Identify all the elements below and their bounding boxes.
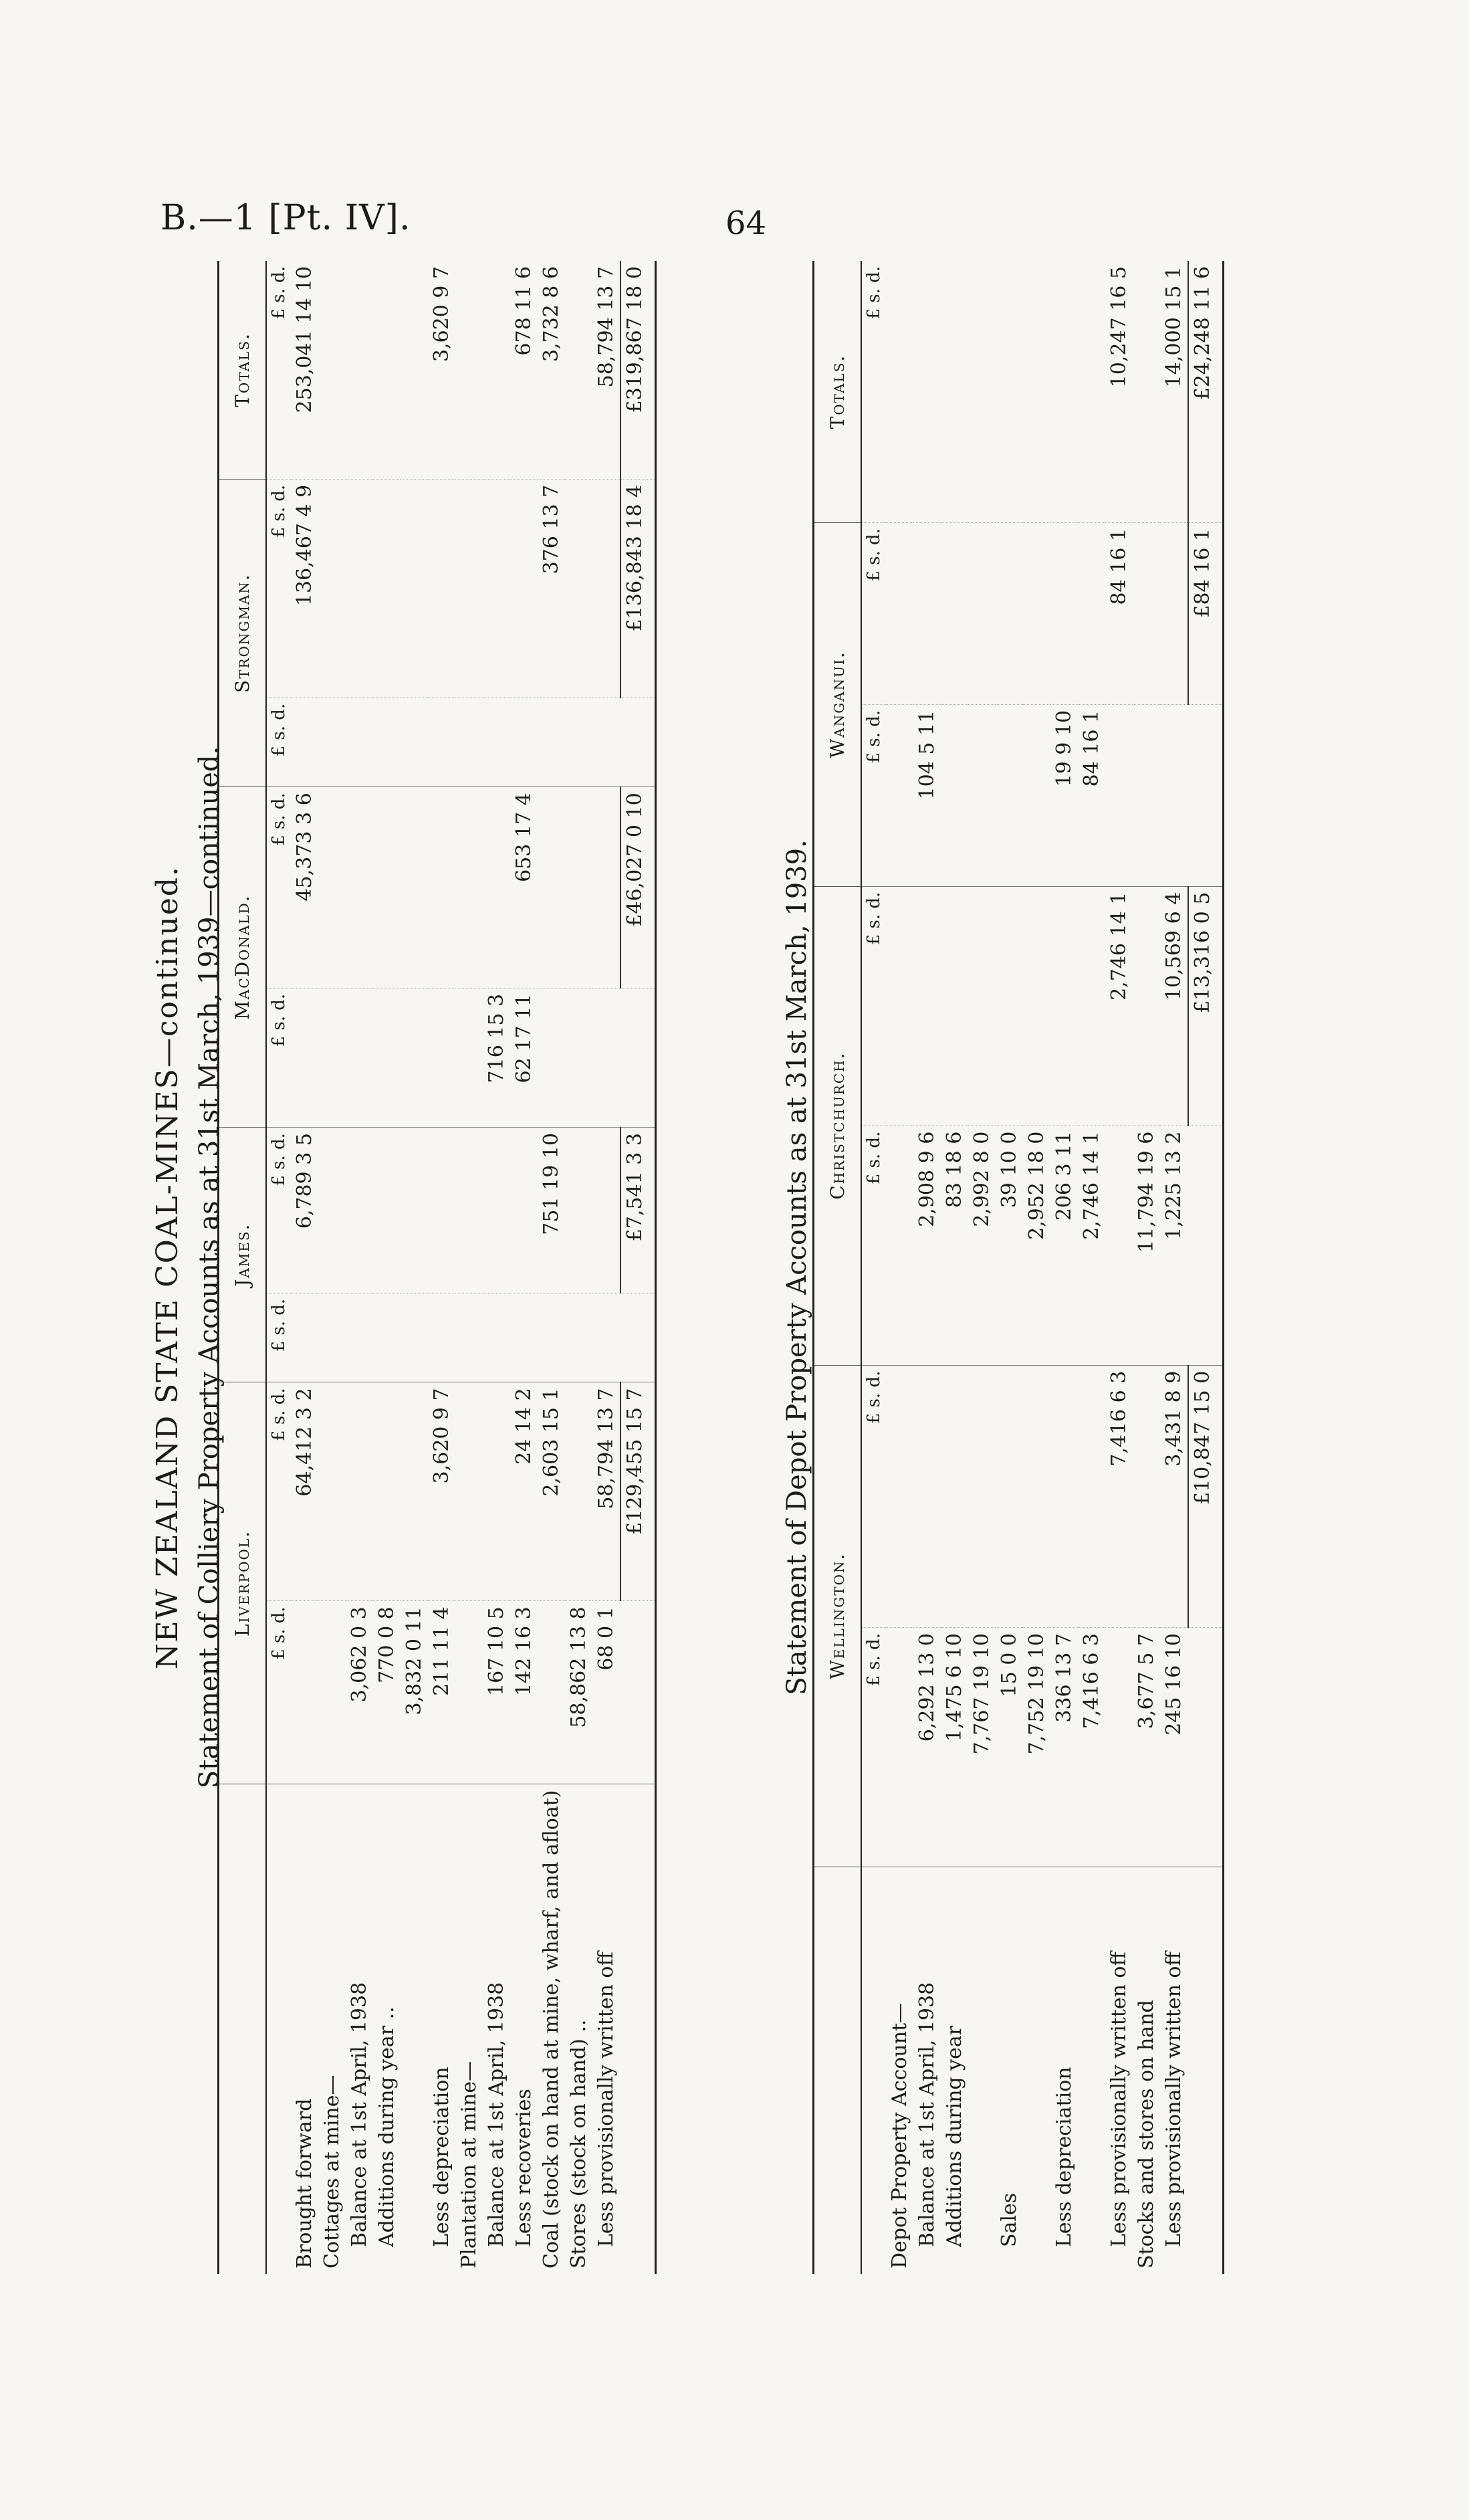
row-label: Additions during year bbox=[943, 2025, 966, 2247]
units-cell: £ s. d. bbox=[861, 704, 886, 886]
amount-cell: 1,475 6 10 bbox=[941, 1628, 968, 1867]
amount-cell bbox=[455, 988, 483, 1127]
amount-cell: 7,767 19 10 bbox=[968, 1628, 996, 1867]
amount-cell bbox=[428, 479, 455, 698]
amount-cell bbox=[483, 1128, 510, 1293]
amount-cell: 167 10 5 bbox=[483, 1601, 510, 1784]
amount-cell: £136,843 18 4 bbox=[620, 479, 656, 698]
amount-cell bbox=[401, 479, 428, 698]
units-cell: £ s. d. bbox=[266, 261, 291, 479]
amount-cell bbox=[1023, 886, 1050, 1126]
amount-cell: 7,416 6 3 bbox=[1078, 1628, 1105, 1867]
table-row bbox=[565, 261, 592, 2274]
amount-cell bbox=[373, 1293, 401, 1382]
amount-cell bbox=[592, 479, 620, 698]
amount-cell: 376 13 7 bbox=[538, 479, 565, 698]
colliery-header-macdonald: MacDonald. bbox=[219, 787, 267, 1128]
amount-cell bbox=[538, 988, 565, 1127]
amount-cell bbox=[428, 698, 455, 787]
amount-cell: 142 16 3 bbox=[510, 1601, 538, 1784]
row-label bbox=[1078, 1867, 1105, 2275]
amount-cell bbox=[1133, 1365, 1160, 1627]
depot-header-wellington: Wellington. bbox=[814, 1365, 862, 1867]
units-cell: £ s. d. bbox=[266, 988, 291, 1127]
amount-cell bbox=[941, 261, 968, 523]
table-row bbox=[373, 261, 401, 2274]
amount-cell: 83 18 6 bbox=[941, 1126, 968, 1365]
amount-cell bbox=[1050, 523, 1078, 705]
amount-cell: 2,908 9 6 bbox=[913, 1126, 941, 1365]
amount-cell bbox=[1133, 523, 1160, 705]
amount-cell bbox=[401, 698, 428, 787]
amount-cell bbox=[996, 523, 1023, 705]
amount-cell: 6,789 3 5 bbox=[291, 1128, 318, 1293]
amount-cell bbox=[373, 1382, 401, 1601]
amount-cell bbox=[291, 1293, 318, 1382]
amount-cell: 2,952 18 0 bbox=[1023, 1126, 1050, 1365]
units-cell: £ s. d. bbox=[266, 479, 291, 698]
amount-cell bbox=[1160, 523, 1188, 705]
amount-cell: 336 13 7 bbox=[1050, 1628, 1078, 1867]
amount-cell bbox=[1105, 704, 1133, 886]
depot-units-row bbox=[861, 261, 886, 2274]
amount-cell bbox=[291, 988, 318, 1127]
amount-cell: 6,292 13 0 bbox=[913, 1628, 941, 1867]
amount-cell: 58,794 13 7 bbox=[592, 261, 620, 479]
amount-cell bbox=[565, 479, 592, 698]
amount-cell: £10,847 15 0 bbox=[1188, 1365, 1224, 1627]
amount-cell bbox=[913, 261, 941, 523]
amount-cell bbox=[886, 261, 913, 523]
amount-cell bbox=[373, 261, 401, 479]
amount-cell bbox=[401, 787, 428, 988]
table-row bbox=[996, 261, 1023, 2274]
amount-cell bbox=[565, 261, 592, 479]
amount-cell bbox=[620, 698, 656, 787]
amount-cell: 3,832 0 11 bbox=[401, 1601, 428, 1784]
amount-cell: 2,746 14 1 bbox=[1078, 1126, 1105, 1365]
colliery-statement bbox=[144, 261, 732, 2274]
amount-cell: £13,316 0 5 bbox=[1188, 886, 1224, 1126]
table-row bbox=[510, 261, 538, 2274]
amount-cell: 58,794 13 7 bbox=[592, 1382, 620, 1601]
depot-header-christchurch: Christchurch. bbox=[814, 886, 862, 1365]
table-row bbox=[968, 261, 996, 2274]
row-label: Cottages at mine— bbox=[320, 2075, 344, 2269]
table-row bbox=[1078, 261, 1105, 2274]
table-row bbox=[455, 261, 483, 2274]
table-row bbox=[401, 261, 428, 2274]
row-label: Less provisionally written off bbox=[1107, 1952, 1131, 2247]
amount-cell bbox=[913, 886, 941, 1126]
amount-cell bbox=[592, 988, 620, 1127]
amount-cell: 3,677 5 7 bbox=[1133, 1628, 1160, 1867]
amount-cell bbox=[620, 1293, 656, 1382]
units-cell: £ s. d. bbox=[266, 1382, 291, 1601]
amount-cell bbox=[968, 523, 996, 705]
row-label: Balance at 1st April, 1938 bbox=[485, 1982, 508, 2247]
amount-cell: £24,248 11 6 bbox=[1188, 261, 1224, 523]
amount-cell bbox=[1023, 1365, 1050, 1627]
amount-cell bbox=[346, 787, 373, 988]
amount-cell: 45,373 3 6 bbox=[291, 787, 318, 988]
table-row bbox=[291, 261, 318, 2274]
amount-cell bbox=[401, 1382, 428, 1601]
amount-cell bbox=[428, 787, 455, 988]
table-row bbox=[538, 261, 565, 2274]
amount-cell bbox=[565, 1128, 592, 1293]
amount-cell bbox=[291, 1601, 318, 1784]
amount-cell: 2,992 8 0 bbox=[968, 1126, 996, 1365]
amount-cell bbox=[968, 261, 996, 523]
amount-cell bbox=[886, 1126, 913, 1365]
units-cell: £ s. d. bbox=[861, 1365, 886, 1627]
amount-cell bbox=[510, 1293, 538, 1382]
amount-cell bbox=[538, 1601, 565, 1784]
amount-cell bbox=[318, 1128, 346, 1293]
amount-cell bbox=[941, 704, 968, 886]
amount-cell bbox=[373, 787, 401, 988]
amount-cell bbox=[510, 698, 538, 787]
amount-cell: 68 0 1 bbox=[592, 1601, 620, 1784]
amount-cell bbox=[620, 988, 656, 1127]
amount-cell bbox=[373, 988, 401, 1127]
amount-cell: 716 15 3 bbox=[483, 988, 510, 1127]
units-cell: £ s. d. bbox=[266, 698, 291, 787]
page-number: 64 bbox=[725, 205, 767, 242]
amount-cell bbox=[538, 698, 565, 787]
amount-cell: 84 16 1 bbox=[1105, 523, 1133, 705]
amount-cell: 3,431 8 9 bbox=[1160, 1365, 1188, 1627]
amount-cell bbox=[401, 261, 428, 479]
amount-cell: 211 11 4 bbox=[428, 1601, 455, 1784]
table-row bbox=[1023, 261, 1050, 2274]
amount-cell bbox=[483, 787, 510, 988]
amount-cell bbox=[941, 523, 968, 705]
amount-cell bbox=[510, 1128, 538, 1293]
amount-cell bbox=[968, 704, 996, 886]
depot-header-label bbox=[814, 1867, 862, 2275]
amount-cell bbox=[592, 1293, 620, 1382]
row-label bbox=[968, 1867, 996, 2275]
amount-cell bbox=[373, 698, 401, 787]
row-label: Depot Property Account— bbox=[888, 2002, 911, 2269]
amount-cell bbox=[318, 261, 346, 479]
amount-cell: 136,467 4 9 bbox=[291, 479, 318, 698]
units-cell bbox=[266, 1784, 291, 2274]
row-label: Balance at 1st April, 1938 bbox=[915, 1982, 939, 2247]
amount-cell bbox=[941, 1365, 968, 1627]
table-row bbox=[428, 261, 455, 2274]
colliery-header-totals: Totals. bbox=[219, 261, 267, 479]
amount-cell bbox=[428, 988, 455, 1127]
amount-cell bbox=[318, 1601, 346, 1784]
amount-cell bbox=[428, 1293, 455, 1382]
row-label: Plantation at mine— bbox=[457, 2061, 481, 2269]
amount-cell bbox=[620, 1601, 656, 1784]
amount-cell bbox=[565, 988, 592, 1127]
amount-cell bbox=[455, 698, 483, 787]
table-row bbox=[620, 261, 656, 2274]
amount-cell bbox=[1023, 523, 1050, 705]
amount-cell bbox=[428, 1128, 455, 1293]
row-label: Less recoveries bbox=[512, 2089, 536, 2247]
amount-cell bbox=[1133, 261, 1160, 523]
colliery-subtitle: Statement of Colliery Property Accounts as at 31st March, 1939—continued. bbox=[194, 746, 225, 1789]
table-row bbox=[483, 261, 510, 2274]
colliery-main-title: NEW ZEALAND STATE COAL-MINES—continued. bbox=[150, 865, 185, 1669]
amount-cell bbox=[455, 1382, 483, 1601]
amount-cell bbox=[455, 479, 483, 698]
depot-header-wanganui: Wanganui. bbox=[814, 523, 862, 887]
table-row bbox=[886, 261, 913, 2274]
colliery-header-james: James. bbox=[219, 1128, 267, 1382]
table-row bbox=[318, 261, 346, 2274]
amount-cell: £129,455 15 7 bbox=[620, 1382, 656, 1601]
amount-cell: 24 14 2 bbox=[510, 1382, 538, 1601]
amount-cell: 3,732 8 6 bbox=[538, 261, 565, 479]
depot-title: Statement of Depot Property Accounts as at 31st March, 1939. bbox=[782, 839, 812, 1695]
amount-cell bbox=[318, 988, 346, 1127]
amount-cell bbox=[913, 1365, 941, 1627]
amount-cell: 2,603 15 1 bbox=[538, 1382, 565, 1601]
amount-cell bbox=[538, 787, 565, 988]
amount-cell bbox=[318, 479, 346, 698]
amount-cell: 678 11 6 bbox=[510, 261, 538, 479]
amount-cell: 10,569 6 4 bbox=[1160, 886, 1188, 1126]
units-cell: £ s. d. bbox=[861, 1126, 886, 1365]
amount-cell: 653 17 4 bbox=[510, 787, 538, 988]
colliery-table bbox=[217, 261, 657, 2274]
depot-body bbox=[861, 261, 1224, 2274]
units-cell: £ s. d. bbox=[266, 1128, 291, 1293]
amount-cell: 3,620 9 7 bbox=[428, 1382, 455, 1601]
amount-cell bbox=[996, 886, 1023, 1126]
amount-cell bbox=[346, 698, 373, 787]
amount-cell bbox=[996, 1365, 1023, 1627]
amount-cell bbox=[1105, 1126, 1133, 1365]
table-row bbox=[1160, 261, 1188, 2274]
amount-cell: 7,752 19 10 bbox=[1023, 1628, 1050, 1867]
amount-cell: 14,000 15 1 bbox=[1160, 261, 1188, 523]
page-header-left: B.—1 [Pt. IV]. bbox=[160, 198, 411, 238]
amount-cell bbox=[565, 698, 592, 787]
amount-cell bbox=[592, 698, 620, 787]
row-label bbox=[1023, 1867, 1050, 2275]
amount-cell bbox=[346, 479, 373, 698]
amount-cell bbox=[318, 787, 346, 988]
amount-cell bbox=[538, 1293, 565, 1382]
amount-cell: £7,541 3 3 bbox=[620, 1128, 656, 1293]
amount-cell bbox=[1023, 261, 1050, 523]
amount-cell: 84 16 1 bbox=[1078, 704, 1105, 886]
amount-cell bbox=[886, 1628, 913, 1867]
table-row bbox=[1105, 261, 1133, 2274]
amount-cell bbox=[318, 1382, 346, 1601]
amount-cell: 39 10 0 bbox=[996, 1126, 1023, 1365]
amount-cell: 206 3 11 bbox=[1050, 1126, 1078, 1365]
units-cell: £ s. d. bbox=[861, 886, 886, 1126]
table-row bbox=[1133, 261, 1160, 2274]
amount-cell bbox=[886, 704, 913, 886]
amount-cell: 64,412 3 2 bbox=[291, 1382, 318, 1601]
row-label: Sales bbox=[998, 2192, 1021, 2247]
amount-cell bbox=[565, 787, 592, 988]
depot-table bbox=[812, 261, 1224, 2274]
amount-cell bbox=[968, 1365, 996, 1627]
colliery-body bbox=[266, 261, 656, 2274]
amount-cell: 7,416 6 3 bbox=[1105, 1365, 1133, 1627]
units-cell: £ s. d. bbox=[266, 1293, 291, 1382]
amount-cell bbox=[1050, 886, 1078, 1126]
amount-cell: 2,746 14 1 bbox=[1105, 886, 1133, 1126]
amount-cell: 770 0 8 bbox=[373, 1601, 401, 1784]
amount-cell bbox=[291, 698, 318, 787]
amount-cell bbox=[373, 479, 401, 698]
amount-cell bbox=[592, 787, 620, 988]
amount-cell bbox=[346, 988, 373, 1127]
amount-cell bbox=[1160, 704, 1188, 886]
amount-cell bbox=[1023, 704, 1050, 886]
amount-cell bbox=[1078, 886, 1105, 1126]
amount-cell: 11,794 19 6 bbox=[1133, 1126, 1160, 1365]
amount-cell bbox=[1188, 1628, 1224, 1867]
amount-cell bbox=[455, 1601, 483, 1784]
amount-cell bbox=[565, 1382, 592, 1601]
amount-cell: 751 19 10 bbox=[538, 1128, 565, 1293]
row-label bbox=[1188, 1867, 1224, 2275]
amount-cell bbox=[1133, 886, 1160, 1126]
row-label: Additions during year .. bbox=[375, 2006, 399, 2247]
table-row bbox=[592, 261, 620, 2274]
table-row bbox=[941, 261, 968, 2274]
amount-cell: 58,862 13 8 bbox=[565, 1601, 592, 1784]
amount-cell bbox=[401, 1128, 428, 1293]
amount-cell bbox=[1188, 704, 1224, 886]
amount-cell bbox=[1050, 1365, 1078, 1627]
amount-cell bbox=[886, 886, 913, 1126]
amount-cell: 104 5 11 bbox=[913, 704, 941, 886]
amount-cell bbox=[996, 704, 1023, 886]
table-row bbox=[346, 261, 373, 2274]
amount-cell bbox=[1078, 523, 1105, 705]
units-cell: £ s. d. bbox=[861, 523, 886, 705]
colliery-header-row bbox=[219, 261, 267, 2274]
amount-cell bbox=[455, 787, 483, 988]
row-label bbox=[401, 1784, 428, 2274]
amount-cell bbox=[455, 1293, 483, 1382]
row-label: Less provisionally written off bbox=[1162, 1952, 1185, 2247]
depot-header-totals: Totals. bbox=[814, 261, 862, 523]
amount-cell: £46,027 0 10 bbox=[620, 787, 656, 988]
amount-cell: £84 16 1 bbox=[1188, 523, 1224, 705]
amount-cell bbox=[455, 261, 483, 479]
table-row bbox=[1188, 261, 1224, 2274]
amount-cell: 10,247 16 5 bbox=[1105, 261, 1133, 523]
row-label: Brought forward bbox=[293, 2098, 316, 2269]
amount-cell: 62 17 11 bbox=[510, 988, 538, 1127]
colliery-header-strongman: Strongman. bbox=[219, 479, 267, 786]
amount-cell bbox=[886, 1365, 913, 1627]
units-cell: £ s. d. bbox=[266, 1601, 291, 1784]
amount-cell: 3,620 9 7 bbox=[428, 261, 455, 479]
amount-cell bbox=[1133, 704, 1160, 886]
colliery-units-row bbox=[266, 261, 291, 2274]
units-cell: £ s. d. bbox=[266, 787, 291, 988]
amount-cell bbox=[592, 1128, 620, 1293]
row-label: Less depreciation bbox=[430, 2067, 453, 2247]
row-label: Less provisionally written off bbox=[594, 1952, 618, 2247]
amount-cell bbox=[346, 261, 373, 479]
amount-cell: 19 9 10 bbox=[1050, 704, 1078, 886]
units-cell: £ s. d. bbox=[861, 261, 886, 523]
amount-cell: 253,041 14 10 bbox=[291, 261, 318, 479]
amount-cell bbox=[483, 479, 510, 698]
row-label: Less depreciation bbox=[1052, 2067, 1076, 2247]
depot-statement bbox=[772, 261, 1361, 2274]
amount-cell bbox=[886, 523, 913, 705]
row-label: Coal (stock on hand at mine, wharf, and afloat) bbox=[540, 1790, 563, 2269]
amount-cell: £319,867 18 0 bbox=[620, 261, 656, 479]
table-row bbox=[913, 261, 941, 2274]
amount-cell bbox=[1188, 1126, 1224, 1365]
table-row bbox=[1050, 261, 1078, 2274]
amount-cell bbox=[941, 886, 968, 1126]
amount-cell bbox=[346, 1293, 373, 1382]
amount-cell bbox=[318, 698, 346, 787]
amount-cell bbox=[483, 1293, 510, 1382]
amount-cell bbox=[1050, 261, 1078, 523]
row-label: Stocks and stores on hand bbox=[1135, 2000, 1158, 2269]
colliery-header-label bbox=[219, 1784, 267, 2274]
amount-cell bbox=[968, 886, 996, 1126]
amount-cell bbox=[483, 698, 510, 787]
amount-cell bbox=[483, 1382, 510, 1601]
amount-cell bbox=[1105, 1628, 1133, 1867]
amount-cell: 15 0 0 bbox=[996, 1628, 1023, 1867]
amount-cell bbox=[510, 479, 538, 698]
colliery-header-liverpool: Liverpool. bbox=[219, 1382, 267, 1784]
depot-header-row bbox=[814, 261, 862, 2274]
amount-cell bbox=[401, 1293, 428, 1382]
amount-cell bbox=[401, 988, 428, 1127]
row-label: Balance at 1st April, 1938 bbox=[348, 1982, 371, 2247]
row-label bbox=[620, 1784, 656, 2274]
amount-cell bbox=[996, 261, 1023, 523]
amount-cell bbox=[913, 523, 941, 705]
amount-cell bbox=[373, 1128, 401, 1293]
amount-cell bbox=[455, 1128, 483, 1293]
amount-cell bbox=[346, 1382, 373, 1601]
amount-cell bbox=[346, 1128, 373, 1293]
units-cell: £ s. d. bbox=[861, 1628, 886, 1867]
row-label: Stores (stock on hand) .. bbox=[567, 2019, 590, 2269]
units-cell bbox=[861, 1867, 886, 2275]
amount-cell: 3,062 0 3 bbox=[346, 1601, 373, 1784]
amount-cell: 245 16 10 bbox=[1160, 1628, 1188, 1867]
amount-cell: 1,225 13 2 bbox=[1160, 1126, 1188, 1365]
amount-cell bbox=[1078, 261, 1105, 523]
amount-cell bbox=[1078, 1365, 1105, 1627]
amount-cell bbox=[565, 1293, 592, 1382]
amount-cell bbox=[318, 1293, 346, 1382]
amount-cell bbox=[483, 261, 510, 479]
